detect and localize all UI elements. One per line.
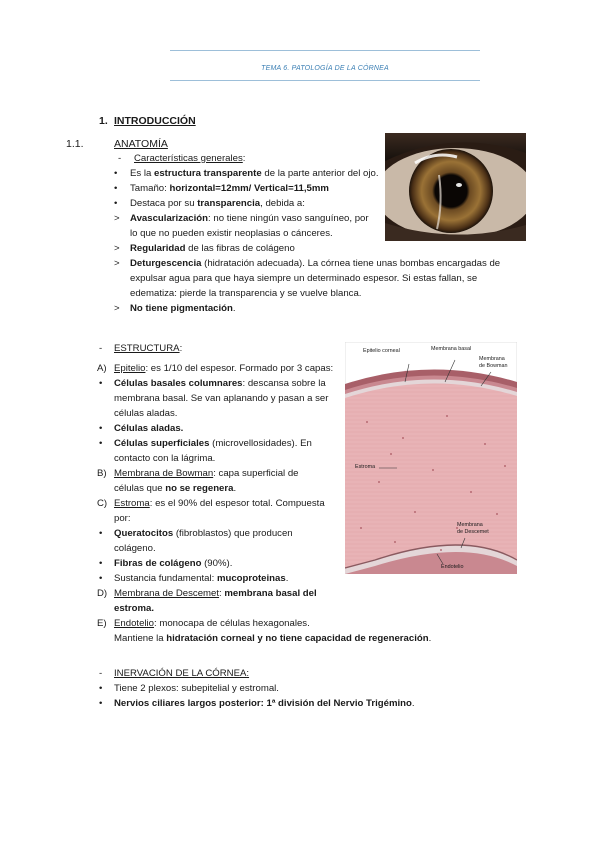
text-bold: 1ª división del Nervio Trigémino [266, 698, 412, 709]
text: (90%). [201, 558, 233, 569]
label-membrana-basal: Membrana basal [431, 346, 472, 352]
text-underlined: Endotelio [114, 618, 155, 629]
label-descemet-1: Membrana [457, 522, 483, 528]
text-bold: Deturgescencia [130, 258, 202, 269]
text: : es el 90% del espesor total. Compuesta [149, 498, 325, 509]
bullet-marker: • [99, 573, 103, 584]
section-title: INTRODUCCIÓN [114, 115, 196, 127]
item-marker: D) [97, 588, 108, 599]
est-e-line2 [114, 632, 431, 647]
text-bold: estructura transparente [154, 168, 262, 179]
gen-line-5 [130, 242, 295, 257]
label-descemet-2: de Descemet [457, 529, 489, 535]
label-endotelio: Endotelio [441, 564, 464, 570]
cornea-layers-graphic [345, 342, 517, 574]
arrow-marker: > [114, 258, 120, 269]
text: , debida a: [260, 198, 305, 209]
arrow-marker: > [114, 243, 120, 254]
text-underlined: Membrana de Bowman [114, 468, 214, 479]
inerv-title: INERVACIÓN DE LA CÓRNEA: [114, 668, 250, 679]
subsection-number: 1.1. [66, 138, 84, 150]
est-e [114, 617, 310, 632]
text-bold: Nervios ciliares largos posterior: [114, 698, 267, 709]
cornea-layers-figure [345, 342, 517, 574]
gen-line-7 [130, 302, 236, 317]
text-underlined: Estroma [114, 498, 150, 509]
text-bold: membrana basal del [224, 588, 317, 599]
item-marker: C) [97, 498, 108, 509]
bullet-marker: • [99, 378, 103, 389]
bullet-marker: • [99, 698, 103, 709]
bullet-marker: • [99, 683, 103, 694]
bullet-marker: • [114, 183, 118, 194]
text: : [219, 588, 225, 599]
gen-line-4b: lo que no pueden existir neoplasias o cánceres. [130, 228, 333, 239]
eye-photo [385, 133, 526, 241]
text: : es 1/10 del espesor. Formado por 3 capas: [145, 363, 334, 374]
est-c3 [114, 572, 288, 587]
text: (hidratación adecuada). La córnea tiene unas bombas encargadas de [201, 258, 501, 269]
text: . [428, 633, 432, 644]
item-marker: B) [97, 468, 107, 479]
text-bold: Queratocitos [114, 528, 174, 539]
text: de la parte anterior del ojo. [261, 168, 379, 179]
est-b [114, 467, 299, 482]
text-bold: Regularidad [130, 243, 186, 254]
text: (fibroblastos) que producen [173, 528, 293, 539]
arrow-marker: > [114, 213, 120, 224]
est-c2 [114, 557, 232, 572]
text-bold: Avascularización [130, 213, 209, 224]
text: células que [114, 483, 166, 494]
inerv-dash: - [99, 668, 103, 679]
item-marker: A) [97, 363, 107, 374]
inerv-line-1: Tiene 2 plexos: subepitelial y estromal. [114, 683, 279, 694]
text: Mantiene la [114, 633, 167, 644]
eye-photo-graphic [385, 133, 526, 241]
est-a [114, 362, 333, 377]
gen-line-2 [130, 182, 329, 197]
gen-line-6 [130, 257, 500, 272]
text-underlined: Membrana de Descemet [114, 588, 220, 599]
text-underlined: Epitelio [114, 363, 146, 374]
est-colon: : [179, 343, 183, 354]
gen-line-3 [130, 197, 305, 212]
est-b1-line3: células aladas. [114, 408, 178, 419]
est-heading [114, 342, 182, 357]
header-title: TEMA 6. PATOLOGÍA DE LA CÓRNEA [261, 65, 389, 72]
header-rule-bottom [170, 80, 480, 81]
text-bold: no se regenera [165, 483, 234, 494]
label-estroma: Estroma [355, 464, 376, 470]
arrow-marker: > [114, 303, 120, 314]
est-b2: Células aladas. [114, 423, 184, 434]
text-bold: Células basales columnares [114, 378, 243, 389]
est-c1 [114, 527, 293, 542]
est-b3-line2: contacto con la lágrima. [114, 453, 216, 464]
bullet-marker: • [99, 558, 103, 569]
text: . [285, 573, 289, 584]
text: . [233, 483, 237, 494]
est-c [114, 497, 325, 512]
text-bold: horizontal=12mm/ Vertical=11,5mm [169, 183, 329, 194]
text: Tamaño: [130, 183, 170, 194]
text-bold: No tiene pigmentación [130, 303, 233, 314]
text: Destaca por su [130, 198, 198, 209]
bullet-marker: • [114, 168, 118, 179]
est-c-line2: por: [114, 513, 131, 524]
gen-line-1 [130, 167, 379, 182]
text-bold: Células superficiales [114, 438, 210, 449]
subsection-title: ANATOMÍA [114, 138, 168, 150]
est-b3 [114, 437, 312, 452]
gen-colon: : [242, 153, 246, 164]
gen-heading [134, 152, 245, 167]
text-bold: transparencia [197, 198, 261, 209]
text: . [411, 698, 415, 709]
bullet-marker: • [99, 423, 103, 434]
label-bowman-1: Membrana [479, 356, 505, 362]
header-rule-top [170, 50, 480, 51]
text: Es la [130, 168, 154, 179]
bullet-marker: • [114, 198, 118, 209]
text: Sustancia fundamental: [114, 573, 217, 584]
item-marker: E) [97, 618, 107, 629]
est-d-line2: estroma. [114, 603, 154, 614]
est-d [114, 587, 317, 602]
text: : descansa sobre la [242, 378, 326, 389]
inerv-line-2 [114, 697, 415, 712]
bullet-marker: • [99, 438, 103, 449]
text-bold: hidratación corneal y no tiene capacidad de regeneración [166, 633, 429, 644]
gen-dash: - [118, 153, 122, 164]
text-bold: Fibras de colágeno [114, 558, 202, 569]
text: : no tiene ningún vaso sanguíneo, por [208, 213, 369, 224]
text: (microvellosidades). En [209, 438, 312, 449]
gen-line-6c: edematiza: pierde la transparencia y se vuelve blanca. [130, 288, 362, 299]
gen-line-6b: expulsar agua para que haya siempre un determinado espesor. Si estas fallan, se [130, 273, 478, 284]
gen-line-4 [130, 212, 369, 227]
text: de las fibras de colágeno [185, 243, 295, 254]
text: : monocapa de células hexagonales. [154, 618, 310, 629]
est-c1-line2: colágeno. [114, 543, 156, 554]
est-b1-line2: membrana basal. Se van aplanando y pasan a ser [114, 393, 329, 404]
est-b-line2 [114, 482, 236, 497]
est-dash: - [99, 343, 103, 354]
est-title: ESTRUCTURA [114, 343, 180, 354]
text: . [232, 303, 236, 314]
text-bold: mucoproteinas [216, 573, 286, 584]
bullet-marker: • [99, 528, 103, 539]
gen-title: Características generales [134, 153, 243, 164]
text: : capa superficial de [213, 468, 299, 479]
section-number: 1. [99, 115, 108, 127]
est-b1 [114, 377, 326, 392]
label-bowman-2: de Bowman [479, 363, 508, 369]
label-epitelio: Epitelio corneal [363, 348, 400, 354]
